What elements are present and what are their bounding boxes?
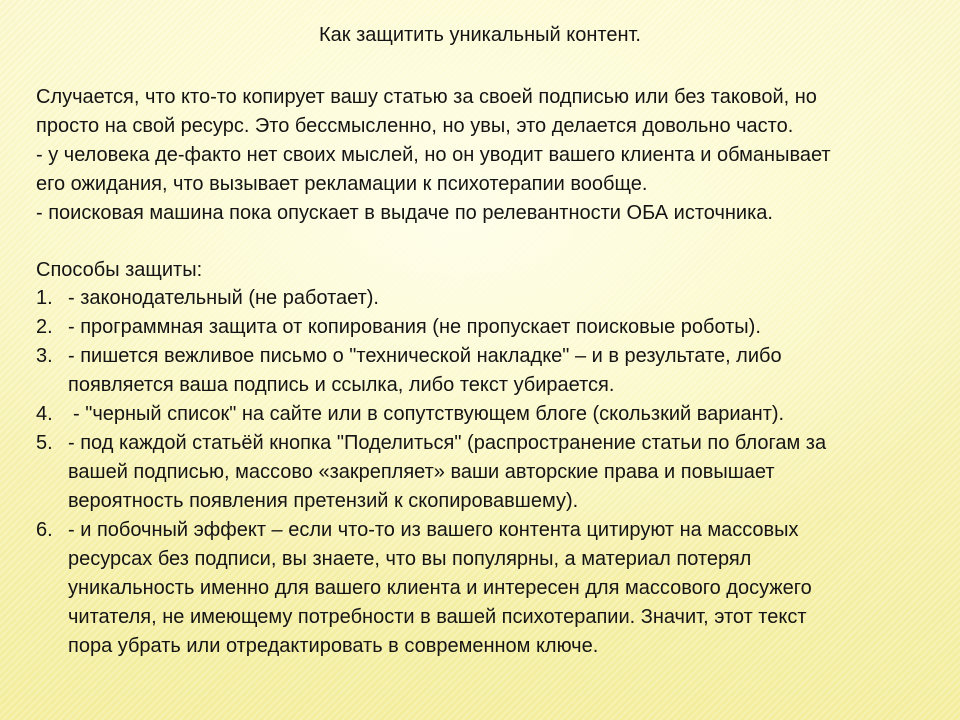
list-item-number: 4. [36, 403, 53, 425]
list-item-line: читателя, не имеющему потребности в вашей психотерапии. Значит, этот текст [68, 606, 807, 628]
intro-line: - у человека де-факто нет своих мыслей, но он уводит вашего клиента и обманывает [36, 144, 831, 166]
list-item-line: - программная защита от копирования (не пропускает поисковые роботы). [68, 316, 761, 338]
list-item [36, 400, 936, 429]
list-item-line: - и побочный эффект – если что-то из вашего контента цитируют на массовых [68, 519, 799, 541]
intro-line: Случается, что кто-то копирует вашу статью за своей подписью или без таковой, но [36, 86, 817, 108]
list-item-line: - пишется вежливое письмо о "технической накладке" – и в результате, либо [68, 345, 782, 367]
list-item [36, 313, 936, 342]
list-item-text [68, 342, 936, 400]
intro-line: - поисковая машина пока опускает в выдаче по релевантности ОБА источника. [36, 202, 773, 224]
list-item-line: - под каждой статьёй кнопка "Поделиться" (распространение статьи по блогам за [68, 432, 827, 454]
list-item-text [68, 429, 936, 516]
intro-line: его ожидания, что вызывает рекламации к психотерапии вообще. [36, 173, 648, 195]
list-item [36, 342, 936, 400]
list-item-line: уникальность именно для вашего клиента и интересен для массового досужего [68, 577, 812, 599]
ways-heading: Способы защиты: [36, 259, 203, 281]
list-item-text [68, 313, 936, 342]
list-item [36, 284, 936, 313]
list-item-line: - законодательный (не работает). [68, 287, 379, 309]
list-item-number: 6. [36, 519, 53, 541]
list-item-number: 5. [36, 432, 53, 454]
list-item-number: 2. [36, 316, 53, 338]
list-item [36, 516, 936, 661]
list-item-text [68, 516, 936, 661]
ways-list [36, 284, 936, 661]
list-item-line: - "черный список" на сайте или в сопутствующем блоге (скользкий вариант). [73, 403, 785, 425]
list-item-number: 3. [36, 345, 53, 367]
intro-line: просто на свой ресурс. Это бессмысленно, но увы, это делается довольно часто. [36, 115, 794, 137]
list-item-line: вероятность появления претензий к скопировавшему). [68, 490, 579, 512]
intro-paragraph [36, 83, 936, 228]
list-item-line: вашей подписью, массово «закрепляет» ваши авторские права и повышает [68, 461, 775, 483]
list-item [36, 429, 936, 516]
list-item-text [68, 284, 936, 313]
list-item-line: пора убрать или отредактировать в современном ключе. [68, 635, 599, 657]
list-item-line: ресурсах без подписи, вы знаете, что вы популярны, а материал потерял [68, 548, 752, 570]
slide-title: Как защитить уникальный контент. [319, 24, 641, 46]
list-item-line: появляется ваша подпись и ссылка, либо текст убирается. [68, 374, 615, 396]
list-item-text [68, 400, 936, 429]
list-item-number: 1. [36, 287, 53, 309]
